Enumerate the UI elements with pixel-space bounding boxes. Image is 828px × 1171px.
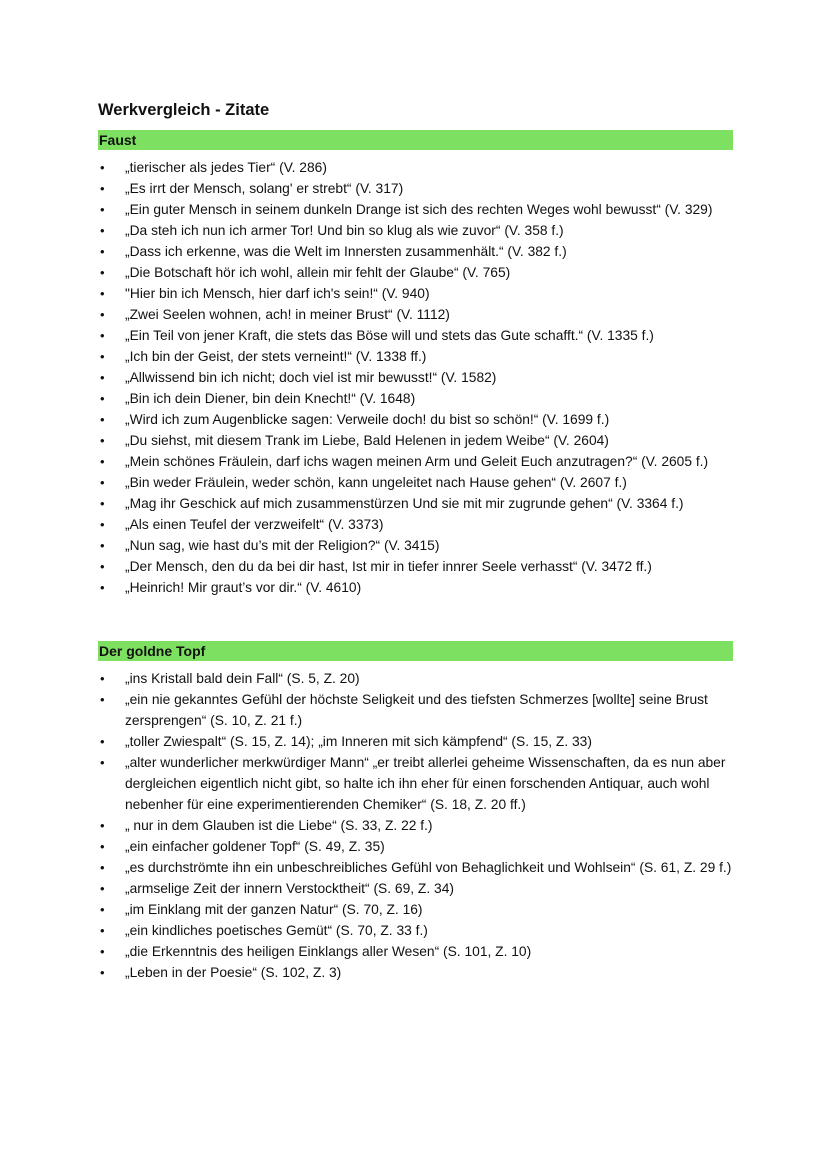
bullet-icon: • [100, 202, 105, 217]
document-page [98, 98, 733, 983]
quote-list [98, 668, 733, 983]
bullet-icon: • [100, 265, 105, 280]
quote-text: „Ich bin der Geist, der stets verneint!“ (V. 1338 ff.) [125, 349, 427, 364]
quote-text: „Ein Teil von jener Kraft, die stets das Böse will und stets das Gute schafft.“ (V. 1335 f.) [125, 328, 654, 343]
bullet-icon: • [100, 902, 105, 917]
quote-list-item [98, 577, 733, 598]
quote-text: „im Einklang mit der ganzen Natur“ (S. 70, Z. 16) [125, 902, 423, 917]
bullet-icon: • [100, 734, 105, 749]
bullet-icon: • [100, 671, 105, 686]
quote-text: „Bin weder Fräulein, weder schön, kann ungeleitet nach Hause gehen“ (V. 2607 f.) [125, 475, 627, 490]
quote-text: „toller Zwiespalt“ (S. 15, Z. 14); „im Inneren mit sich kämpfend“ (S. 15, Z. 33) [125, 734, 592, 749]
quote-text: „tierischer als jedes Tier“ (V. 286) [125, 160, 327, 175]
bullet-icon: • [100, 818, 105, 833]
quote-list-item [98, 430, 733, 451]
section-spacer [98, 598, 733, 641]
quote-list-item [98, 199, 733, 220]
quote-list-item [98, 962, 733, 983]
quote-text: „ins Kristall bald dein Fall“ (S. 5, Z. 20) [125, 671, 360, 686]
quote-list-item [98, 472, 733, 493]
quote-text: „Als einen Teufel der verzweifelt“ (V. 3373) [125, 517, 384, 532]
quote-list-item [98, 367, 733, 388]
bullet-icon: • [100, 692, 105, 707]
quote-list-item [98, 920, 733, 941]
quote-list-item [98, 304, 733, 325]
quote-text: „Heinrich! Mir graut’s vor dir.“ (V. 4610) [125, 580, 362, 595]
quote-list-item [98, 514, 733, 535]
quote-list-item [98, 388, 733, 409]
quote-text: „Zwei Seelen wohnen, ach! in meiner Brust“ (V. 1112) [125, 307, 450, 322]
quote-text: „Mein schönes Fräulein, darf ichs wagen meinen Arm und Geleit Euch anzutragen?“ (V. 2605 f.) [125, 454, 709, 469]
bullet-icon: • [100, 391, 105, 406]
quote-text: „Die Botschaft hör ich wohl, allein mir fehlt der Glaube“ (V. 765) [125, 265, 511, 280]
quote-text: „es durchströmte ihn ein unbeschreibliches Gefühl von Behaglichkeit und Wohlsein“ (S. 61, Z. 29 f.) [125, 860, 732, 875]
quote-text: „armselige Zeit der innern Verstocktheit“ (S. 69, Z. 34) [125, 881, 454, 896]
bullet-icon: • [100, 755, 105, 770]
bullet-icon: • [100, 923, 105, 938]
section-faust [98, 130, 733, 641]
bullet-icon: • [100, 370, 105, 385]
document-title: Werkvergleich - Zitate [98, 101, 270, 119]
bullet-icon: • [100, 412, 105, 427]
quote-list-item [98, 493, 733, 514]
bullet-icon: • [100, 307, 105, 322]
quote-text: „Leben in der Poesie“ (S. 102, Z. 3) [125, 965, 342, 980]
bullet-icon: • [100, 496, 105, 511]
quote-list-item [98, 451, 733, 472]
bullet-icon: • [100, 559, 105, 574]
bullet-icon: • [100, 881, 105, 896]
quote-text: „Wird ich zum Augenblicke sagen: Verweile doch! du bist so schön!“ (V. 1699 f.) [125, 412, 610, 427]
bullet-icon: • [100, 328, 105, 343]
section-heading: Faust [98, 130, 733, 150]
bullet-icon: • [100, 454, 105, 469]
bullet-icon: • [100, 538, 105, 553]
sections-container [98, 130, 733, 983]
quote-list-item [98, 241, 733, 262]
bullet-icon: • [100, 517, 105, 532]
quote-text: „Mag ihr Geschick auf mich zusammenstürzen Und sie mit mir zugrunde gehen“ (V. 3364 f.) [125, 496, 684, 511]
section-der-goldne-topf [98, 641, 733, 983]
bullet-icon: • [100, 475, 105, 490]
quote-text: „alter wunderlicher merkwürdiger Mann“ „er treibt allerlei geheime Wissenschaften, da es nun aber dergleichen eigentlich nicht gibt, so halte ich ihn eher für einen forschenden Antiquar, auch wohl nebenher für eine experimentierenden Chemiker“ (S. 18, Z. 20 ff.) [125, 755, 726, 812]
quote-list-item [98, 283, 733, 304]
quote-list-item [98, 731, 733, 752]
bullet-icon: • [100, 160, 105, 175]
quote-list-item [98, 899, 733, 920]
bullet-icon: • [100, 433, 105, 448]
quote-text: „Es irrt der Mensch, solang' er strebt“ (V. 317) [125, 181, 404, 196]
quote-text: „Du siehst, mit diesem Trank im Liebe, Bald Helenen in jedem Weibe“ (V. 2604) [125, 433, 609, 448]
quote-text: „Ein guter Mensch in seinem dunkeln Drange ist sich des rechten Weges wohl bewusst“ (V. 329) [125, 202, 713, 217]
quote-list-item [98, 878, 733, 899]
quote-text: „Da steh ich nun ich armer Tor! Und bin so klug als wie zuvor“ (V. 358 f.) [125, 223, 564, 238]
quote-list-item [98, 157, 733, 178]
quote-list-item [98, 535, 733, 556]
quote-text: „die Erkenntnis des heiligen Einklangs aller Wesen“ (S. 101, Z. 10) [125, 944, 532, 959]
quote-text: „Allwissend bin ich nicht; doch viel ist mir bewusst!“ (V. 1582) [125, 370, 497, 385]
quote-text: „Bin ich dein Diener, bin dein Knecht!“ (V. 1648) [125, 391, 416, 406]
quote-list-item [98, 409, 733, 430]
quote-list-item [98, 325, 733, 346]
quote-list [98, 157, 733, 598]
quote-list-item [98, 556, 733, 577]
bullet-icon: • [100, 839, 105, 854]
quote-text: „Der Mensch, den du da bei dir hast, Ist mir in tiefer innrer Seele verhasst“ (V. 3472 ff.) [125, 559, 652, 574]
quote-list-item [98, 941, 733, 962]
bullet-icon: • [100, 181, 105, 196]
quote-text: „Dass ich erkenne, was die Welt im Innersten zusammenhält.“ (V. 382 f.) [125, 244, 567, 259]
quote-list-item [98, 752, 733, 815]
quote-list-item [98, 346, 733, 367]
quote-text: „ nur in dem Glauben ist die Liebe“ (S. 33, Z. 22 f.) [125, 818, 433, 833]
quote-list-item [98, 857, 733, 878]
quote-list-item [98, 178, 733, 199]
quote-text: „ein einfacher goldener Topf“ (S. 49, Z. 35) [125, 839, 385, 854]
bullet-icon: • [100, 244, 105, 259]
quote-list-item [98, 689, 733, 731]
quote-text: „Nun sag, wie hast du’s mit der Religion?“ (V. 3415) [125, 538, 440, 553]
quote-text: „ein nie gekanntes Gefühl der höchste Seligkeit und des tiefsten Schmerzes [wollte] seine Brust zersprengen“ (S. 10, Z. 21 f.) [125, 692, 708, 728]
quote-list-item [98, 815, 733, 836]
bullet-icon: • [100, 580, 105, 595]
bullet-icon: • [100, 286, 105, 301]
quote-list-item [98, 220, 733, 241]
bullet-icon: • [100, 965, 105, 980]
bullet-icon: • [100, 349, 105, 364]
quote-text: „ein kindliches poetisches Gemüt“ (S. 70, Z. 33 f.) [125, 923, 428, 938]
quote-list-item [98, 668, 733, 689]
bullet-icon: • [100, 944, 105, 959]
quote-list-item [98, 262, 733, 283]
quote-list-item [98, 836, 733, 857]
bullet-icon: • [100, 860, 105, 875]
quote-text: "Hier bin ich Mensch, hier darf ich's sein!“ (V. 940) [125, 286, 430, 301]
bullet-icon: • [100, 223, 105, 238]
section-heading: Der goldne Topf [98, 641, 733, 661]
